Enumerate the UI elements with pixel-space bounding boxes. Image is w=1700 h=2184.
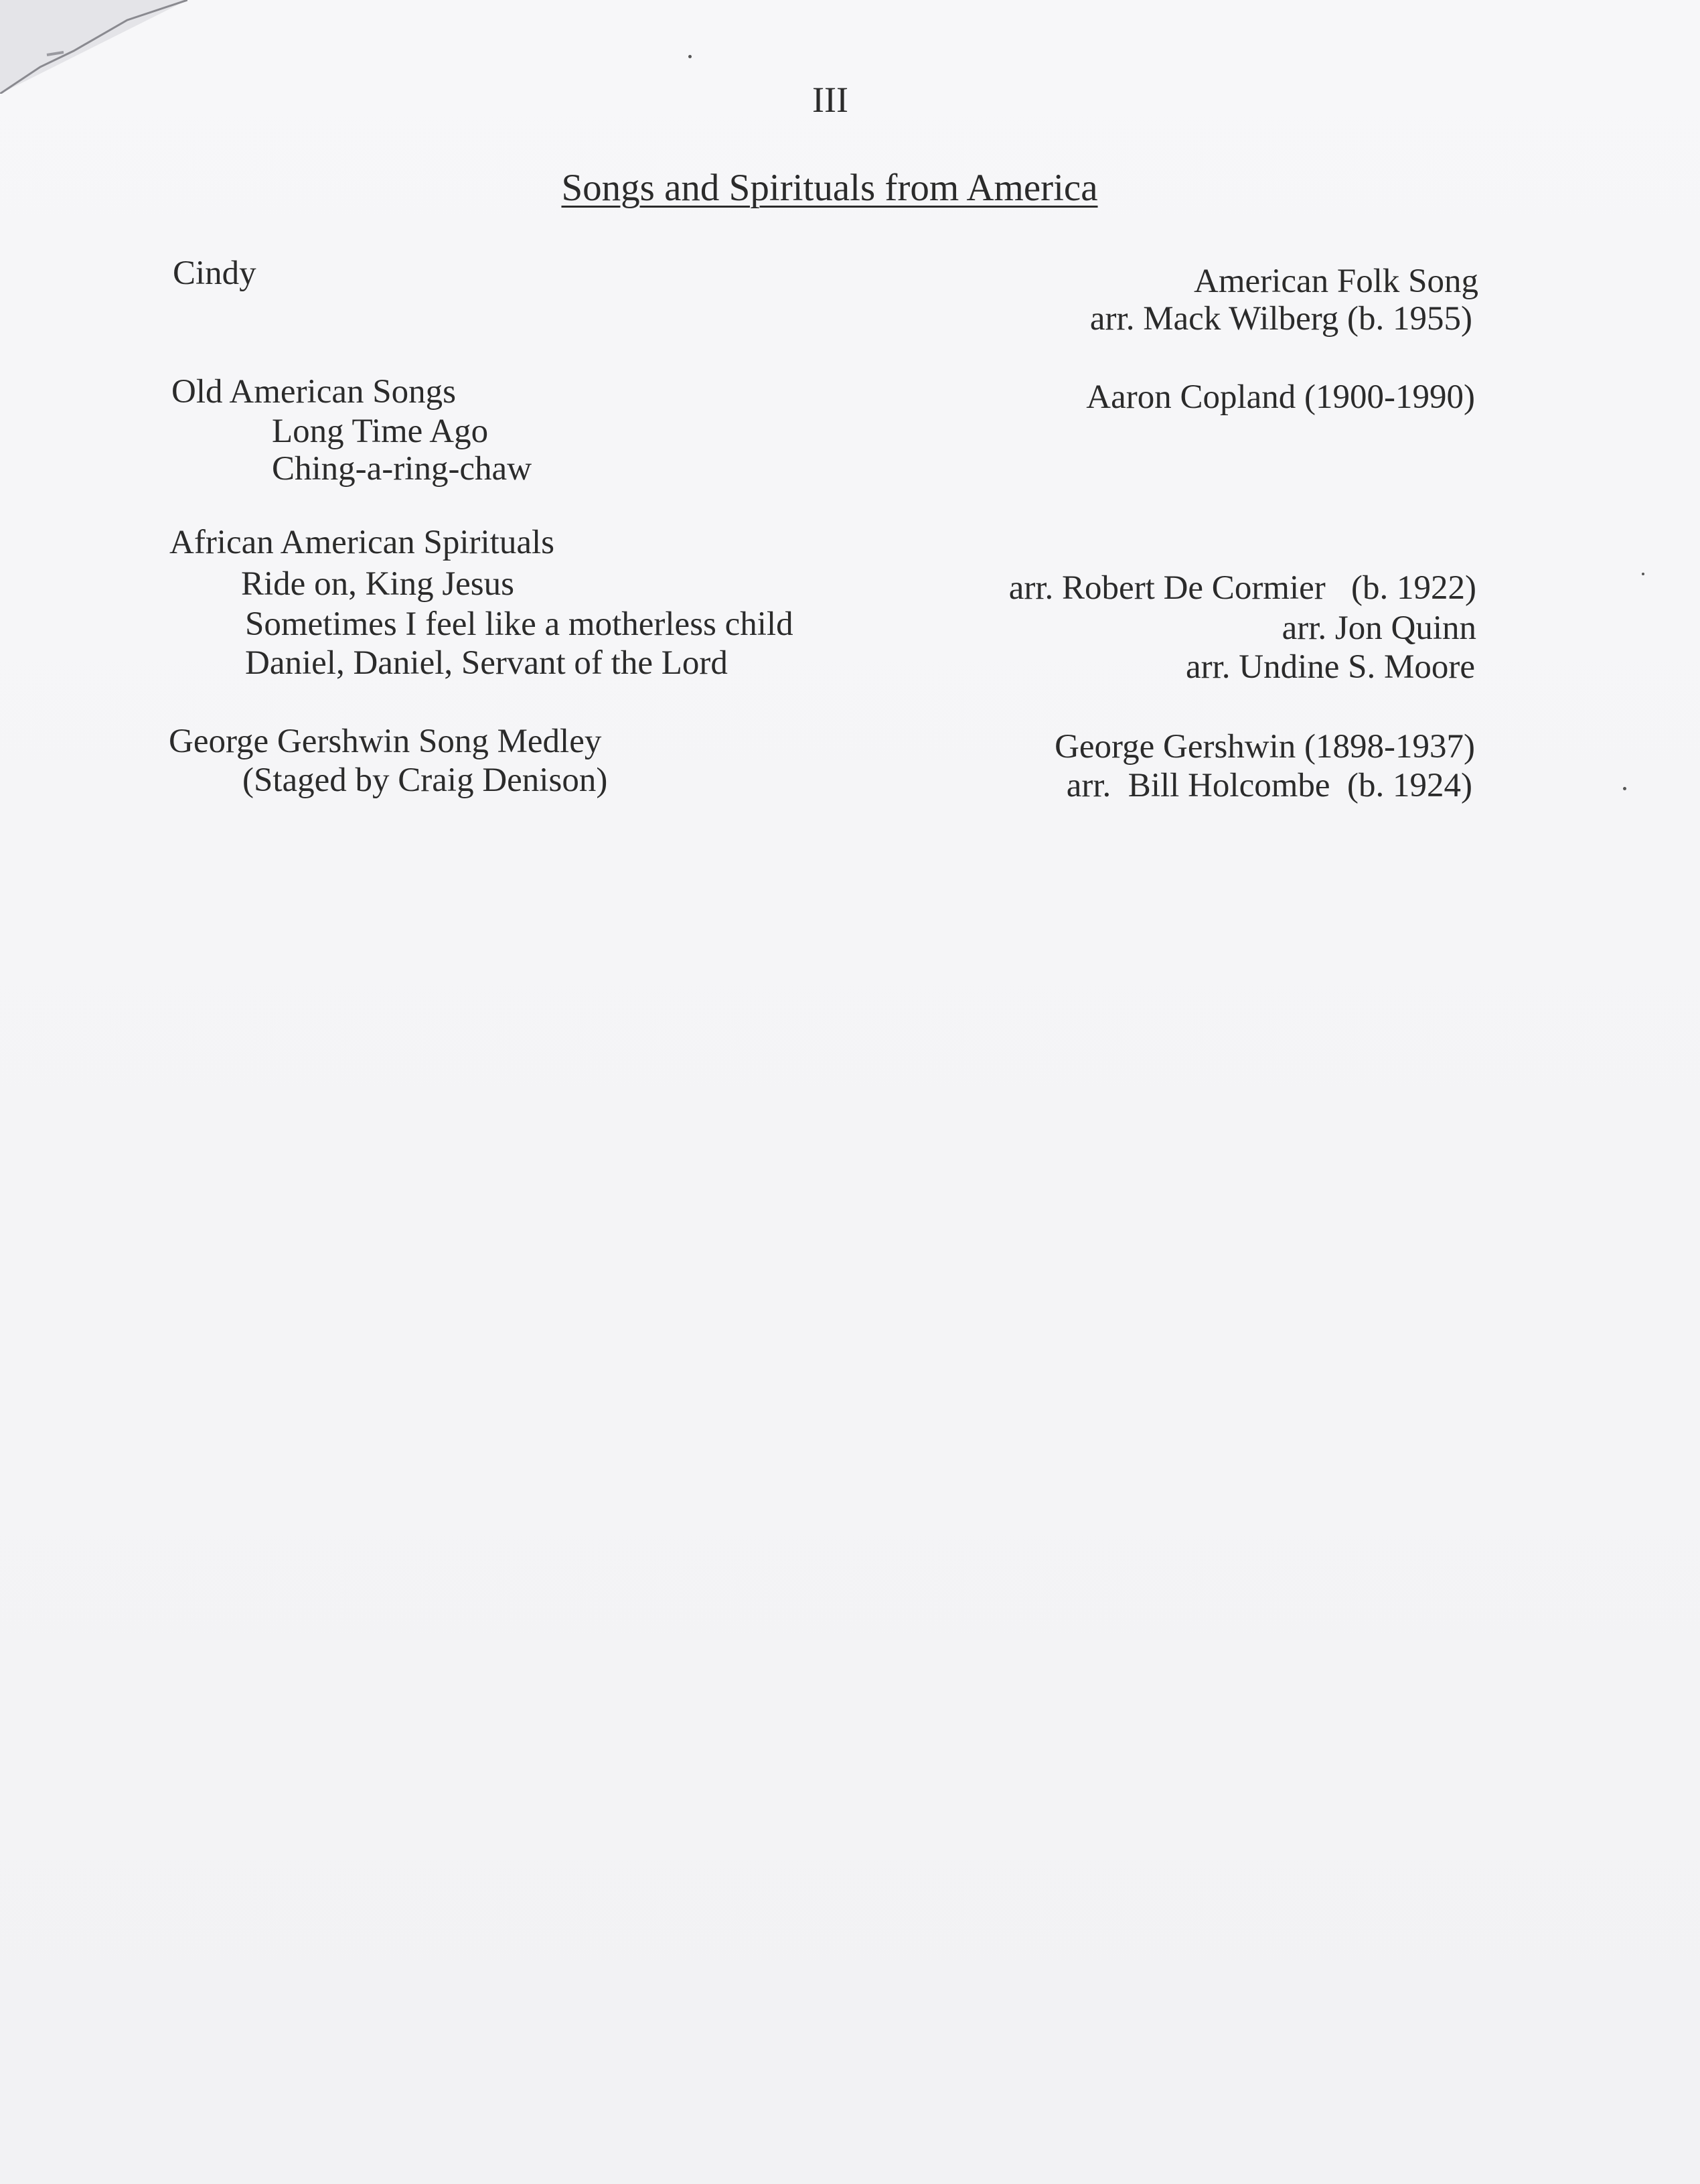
piece-credit: George Gershwin (1898-1937) xyxy=(1055,728,1475,766)
piece-title: George Gershwin Song Medley xyxy=(169,723,602,760)
piece-subtitle: Daniel, Daniel, Servant of the Lord xyxy=(245,644,728,682)
piece-credit: Aaron Copland (1900-1990) xyxy=(1086,378,1475,416)
piece-subtitle: Long Time Ago xyxy=(272,413,489,450)
piece-title: Cindy xyxy=(173,254,256,292)
piece-credit: arr. Mack Wilberg (b. 1955) xyxy=(1089,300,1472,338)
paper-speck xyxy=(1623,787,1626,790)
piece-subtitle: Ride on, King Jesus xyxy=(241,565,514,603)
piece-credit: arr. Bill Holcombe (b. 1924) xyxy=(1066,767,1472,804)
piece-credit: arr. Jon Quinn xyxy=(1282,609,1476,647)
piece-credit: American Folk Song xyxy=(1194,263,1478,300)
piece-note: (Staged by Craig Denison) xyxy=(242,761,608,799)
piece-title: African American Spirituals xyxy=(169,524,554,561)
section-title-text: Songs and Spirituals from America xyxy=(561,167,1098,209)
paper-speck xyxy=(1642,573,1644,575)
piece-title: Old American Songs xyxy=(171,373,456,411)
piece-credit: arr. Undine S. Moore xyxy=(1185,648,1475,686)
section-number: III xyxy=(812,80,848,120)
piece-credit: arr. Robert De Cormier (b. 1922) xyxy=(1008,569,1476,607)
section-title xyxy=(0,166,1659,210)
paper-speck xyxy=(688,55,692,58)
piece-subtitle: Ching-a-ring-chaw xyxy=(272,450,532,488)
piece-subtitle: Sometimes I feel like a motherless child xyxy=(245,605,793,643)
